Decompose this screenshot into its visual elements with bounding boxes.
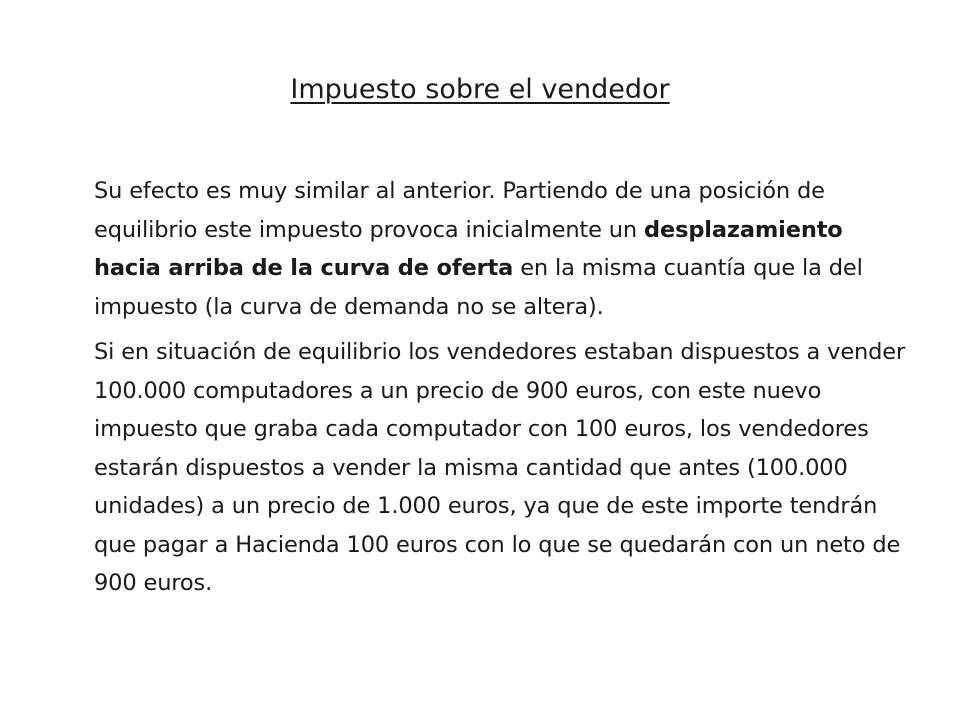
paragraph-tax-effect-emphasis: desplazamiento hacia arriba de la curva de oferta (94, 216, 843, 281)
slide-body (94, 172, 906, 603)
paragraph-tax-effect-outro: en la misma cuantía que la del impuesto (la curva de demanda no se altera). (94, 255, 863, 320)
paragraph-tax-effect-intro: Su efecto es muy similar al anterior. Partiendo de una posición de equilibrio este impuesto provoca inicialmente un (94, 178, 825, 243)
paragraph-tax-effect (94, 172, 906, 326)
paragraph-example: Si en situación de equilibrio los vendedores estaban dispuestos a vender 100.000 computadores a un precio de 900 euros, con este nuevo impuesto que graba cada computador con 100 euros, los vendedores estarán dispuestos a vender la misma cantidad que antes (100.000 unidades) a un precio de 1.000 euros, ya que de este importe tendrán que pagar a Hacienda 100 euros con lo que se quedarán con un neto de 900 euros. (94, 339, 906, 596)
slide-title: Impuesto sobre el vendedor (290, 74, 670, 105)
